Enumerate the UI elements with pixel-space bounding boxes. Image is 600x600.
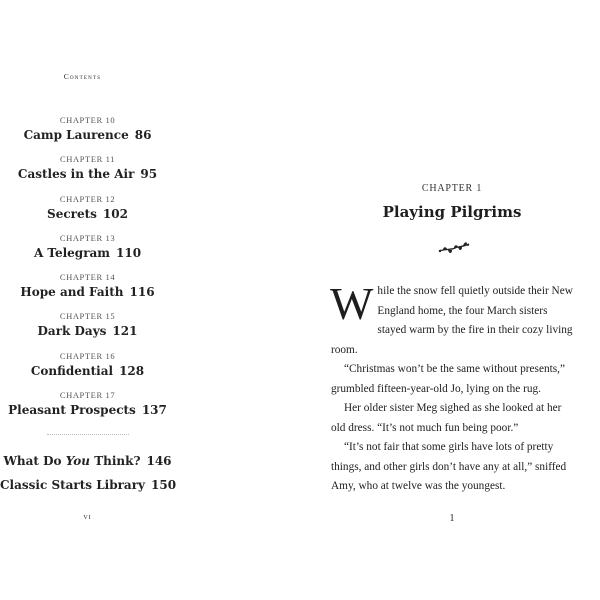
toc-title-text: Dark Days (37, 324, 107, 339)
toc-chapter-title (0, 402, 175, 418)
toc-title-text: Secrets (47, 206, 97, 221)
toc-chapter-number: CHAPTER 14 (59, 272, 116, 283)
toc-entry[interactable] (0, 389, 175, 428)
toc-title-text: Castles in the Air (17, 167, 135, 182)
toc-page-number: 95 (140, 167, 158, 182)
right-page (300, 0, 600, 600)
toc-page-number: 121 (112, 324, 138, 339)
toc-entry[interactable] (0, 271, 175, 310)
chapter-title: Playing Pilgrims (382, 203, 522, 221)
toc-chapter-number: CHAPTER 12 (59, 193, 116, 204)
toc-chapter-title (0, 284, 175, 300)
toc-chapter-title (0, 363, 175, 379)
paragraph: “Christmas won’t be the same without presents,” grumbled fifteen-year-old Jo, lying on the rug. (331, 363, 565, 395)
toc-extra-title-emphasis: You (65, 454, 91, 468)
toc-page-number: 86 (134, 128, 152, 142)
paragraph-text: hile the snow fell quietly outside their New England home, the four March sisters stayed warm by the fire in their cozy living room. (331, 285, 573, 356)
toc-page-number: 150 (151, 478, 177, 492)
toc-chapter-number: CHAPTER 17 (59, 390, 116, 401)
toc-chapter-number: CHAPTER 16 (59, 350, 116, 361)
toc-chapter-title (0, 127, 175, 143)
toc-entry[interactable] (0, 153, 175, 192)
toc-title-text: Pleasant Prospects (8, 403, 136, 418)
toc-title-text: Confidential (30, 363, 114, 378)
toc-entry[interactable] (0, 350, 175, 389)
toc-chapter-title (0, 245, 175, 261)
toc-entry[interactable] (0, 310, 175, 349)
paragraph: Her older sister Meg sighed as she looked at her old dress. “It’s not much fun being poor.” (331, 402, 562, 434)
toc-title-text: Camp Laurence (23, 128, 129, 142)
toc-title-text: Hope and Faith (20, 285, 124, 300)
toc-entry[interactable] (0, 193, 175, 232)
toc-page-number: 110 (116, 245, 142, 260)
toc-page-number: 137 (141, 403, 167, 418)
paragraph: “It’s not fair that some girls have lots of pretty things, and other girls don’t have any at all,” sniffed Amy, who at twelve was the youngest. (331, 441, 567, 492)
toc-chapter-number: CHAPTER 13 (59, 232, 116, 243)
drop-cap: W (330, 278, 374, 329)
toc-entry[interactable] (0, 232, 175, 271)
toc-page-number: 128 (119, 363, 145, 378)
chapter-body-text (330, 278, 574, 497)
toc-extra-entry-what-do-you-think[interactable] (0, 454, 175, 468)
toc-extra-entry-library[interactable] (0, 478, 175, 492)
toc-chapter-number: CHAPTER 15 (59, 311, 116, 322)
toc-chapter-title (0, 166, 175, 182)
toc-page-number: 116 (129, 285, 155, 300)
toc-page-number: 102 (102, 206, 128, 221)
toc-extra-title-end: Think? (90, 454, 141, 468)
paragraph (330, 278, 574, 360)
left-page-number: vi (83, 512, 92, 521)
running-head: Contents (63, 72, 102, 81)
toc-chapter-title (0, 323, 175, 339)
toc-extra-title: Classic Starts Library (0, 478, 146, 492)
toc-chapter-title (0, 206, 175, 222)
toc-chapter-number: CHAPTER 10 (59, 115, 116, 125)
toc-chapter-number: CHAPTER 11 (59, 154, 116, 165)
toc-title-text: A Telegram (33, 245, 110, 260)
toc-extra-title-start: What Do (3, 454, 66, 468)
right-page-number: 1 (449, 513, 455, 524)
toc-entry[interactable] (0, 114, 175, 153)
chapter-label: CHAPTER 1 (421, 183, 483, 194)
fleuron-icon (437, 240, 471, 258)
table-of-contents (0, 114, 175, 428)
toc-page-number: 146 (146, 454, 172, 468)
toc-divider (47, 434, 129, 435)
